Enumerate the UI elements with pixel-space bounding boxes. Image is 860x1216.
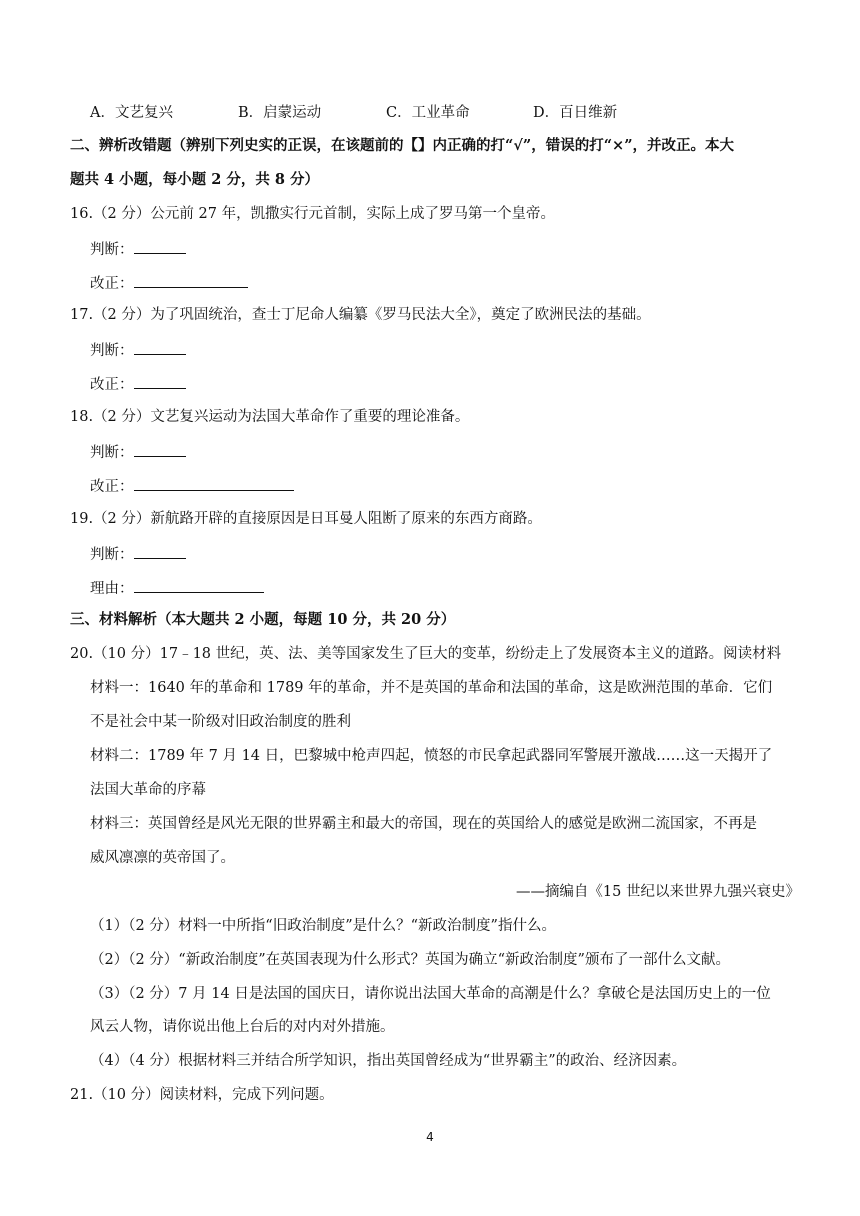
q17-fix-blank[interactable] <box>134 373 186 389</box>
q19-reason-blank[interactable] <box>134 577 264 593</box>
q16-fix-label: 改正： <box>90 276 134 292</box>
q17-stem: 17.（2 分）为了巩固统治，查士丁尼命人编纂《罗马民法大全》，奠定了欧洲民法的基础。 <box>70 307 651 323</box>
q18-fix <box>90 475 294 497</box>
q19-judge-blank[interactable] <box>134 543 186 559</box>
q18-stem: 18.（2 分）文艺复兴运动为法国大革命作了重要的理论准备。 <box>70 409 470 425</box>
q19-judge <box>90 543 186 565</box>
q19-judge-label: 判断： <box>90 547 134 563</box>
q16-fix <box>90 272 248 294</box>
q17-judge-label: 判断： <box>90 343 134 359</box>
option-a: A．文艺复兴 <box>90 105 173 121</box>
q20-sub3-line2: 风云人物，请你说出他上台后的对内对外措施。 <box>90 1019 395 1035</box>
q20-sub2: （2）（2 分）“新政治制度”在英国表现为什么形式？英国为确立“新政治制度”颁布了一部什么文献。 <box>90 952 730 968</box>
q20-source: ——摘编自《15 世纪以来世界九强兴衰史》 <box>515 884 800 900</box>
q20-material1-line1: 材料一：1640 年的革命和 1789 年的革命，并不是英国的革命和法国的革命，这是欧洲范围的革命．它们 <box>90 680 773 696</box>
option-d: D．百日维新 <box>533 105 618 121</box>
q20-material2-line1: 材料二：1789 年 7 月 14 日，巴黎城中枪声四起，愤怒的市民拿起武器同军警展开激战……这一天揭开了 <box>90 748 773 764</box>
q17-fix-label: 改正： <box>90 377 134 393</box>
q16-judge <box>90 238 186 260</box>
q20-material3-line2: 威风凛凛的英帝国了。 <box>90 850 235 866</box>
option-c: C．工业革命 <box>386 105 470 121</box>
q20-stem: 20.（10 分）17﹣18 世纪，英、法、美等国家发生了巨大的变革，纷纷走上了发展资本主义的道路。阅读材料 <box>70 646 782 662</box>
q20-material3-line1: 材料三：英国曾经是风光无限的世界霸主和最大的帝国，现在的英国给人的感觉是欧洲二流国家，不再是 <box>90 816 757 832</box>
section3-heading: 三、材料解析（本大题共 2 小题，每题 10 分，共 20 分） <box>70 611 456 628</box>
page-number: 4 <box>426 1130 434 1144</box>
q17-fix <box>90 373 186 395</box>
q20-material2-line2: 法国大革命的序幕 <box>90 782 206 798</box>
q18-judge-label: 判断： <box>90 445 134 461</box>
section2-heading-line1: 二、辨析改错题（辨别下列史实的正误，在该题前的【】内正确的打“√”，错误的打“×”，并改正。本大 <box>70 137 735 154</box>
q16-stem: 16.（2 分）公元前 27 年，凯撒实行元首制，实际上成了罗马第一个皇帝。 <box>70 206 556 222</box>
q17-judge <box>90 339 186 361</box>
q16-fix-blank[interactable] <box>134 272 248 288</box>
q19-reason <box>90 577 264 599</box>
q16-judge-blank[interactable] <box>134 238 186 254</box>
q19-stem: 19.（2 分）新航路开辟的直接原因是日耳曼人阻断了原来的东西方商路。 <box>70 511 542 527</box>
q18-judge <box>90 441 186 463</box>
q18-fix-blank[interactable] <box>134 475 294 491</box>
q19-reason-label: 理由： <box>90 581 134 597</box>
q18-judge-blank[interactable] <box>134 441 186 457</box>
q20-sub4: （4）（4 分）根据材料三并结合所学知识，指出英国曾经成为“世界霸主”的政治、经济因素。 <box>90 1053 687 1069</box>
q20-sub3-line1: （3）（2 分）7 月 14 日是法国的国庆日，请你说出法国大革命的高潮是什么？拿破仑是法国历史上的一位 <box>90 986 771 1002</box>
q20-material1-line2: 不是社会中某一阶级对旧政治制度的胜利 <box>90 714 351 730</box>
q20-sub1: （1）（2 分）材料一中所指“旧政治制度”是什么？“新政治制度”指什么。 <box>90 918 556 934</box>
option-b: B．启蒙运动 <box>238 105 322 121</box>
q18-fix-label: 改正： <box>90 479 134 495</box>
section2-heading-line2: 题共 4 小题，每小题 2 分，共 8 分） <box>70 171 320 188</box>
q17-judge-blank[interactable] <box>134 339 186 355</box>
q21-stem: 21.（10 分）阅读材料，完成下列问题。 <box>70 1087 334 1103</box>
q16-judge-label: 判断： <box>90 242 134 258</box>
